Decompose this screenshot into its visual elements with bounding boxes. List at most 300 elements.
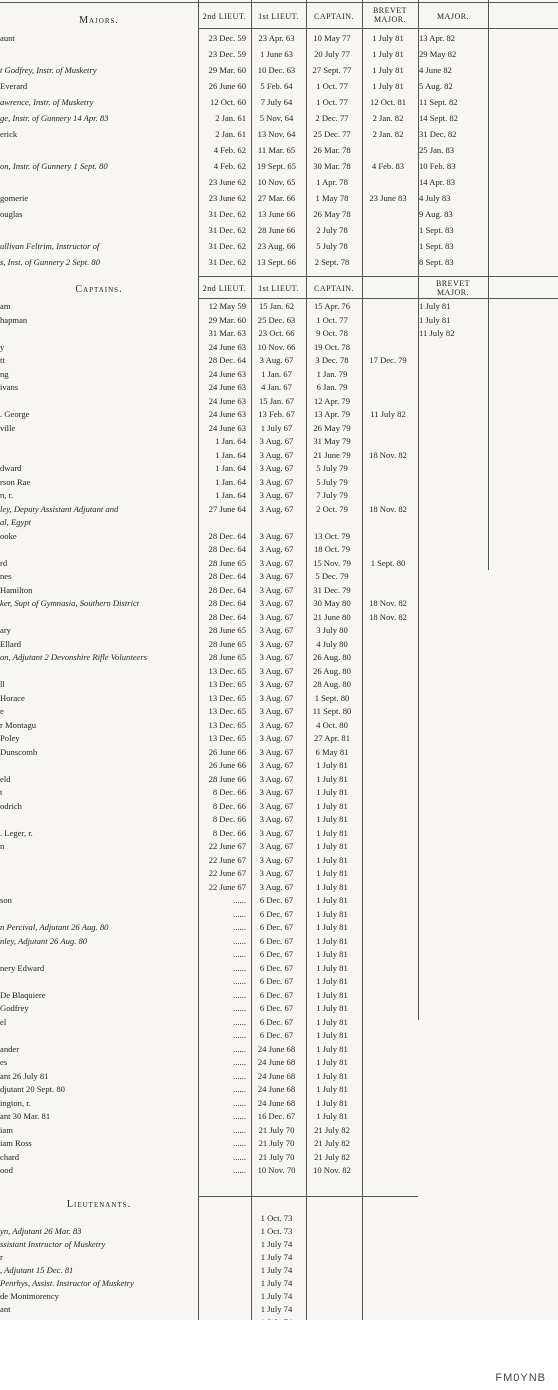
date-cell: 5 Nov. 64 bbox=[259, 112, 294, 123]
entry-row bbox=[0, 206, 558, 222]
entry-row bbox=[0, 62, 558, 78]
date-cell: 6 Dec. 67 bbox=[259, 935, 294, 946]
date-cell bbox=[416, 584, 558, 598]
officer-name: odrich bbox=[0, 800, 22, 811]
date-cell: 4 Feb. 83 bbox=[371, 160, 405, 171]
date-cell: 21 July 70 bbox=[258, 1151, 295, 1162]
date-cell bbox=[416, 570, 558, 584]
officer-name: nery Edward bbox=[0, 962, 45, 973]
officer-name: eld bbox=[0, 773, 11, 784]
date-cell: 23 Dec. 59 bbox=[208, 48, 246, 59]
officer-name bbox=[0, 174, 197, 190]
date-cell: 5 Aug. 82 bbox=[419, 80, 453, 91]
entry-row bbox=[0, 989, 558, 1003]
date-cell bbox=[360, 935, 416, 949]
date-cell bbox=[360, 989, 416, 1003]
lieutenants-table bbox=[0, 1212, 558, 1329]
date-cell bbox=[360, 238, 416, 254]
date-cell bbox=[360, 665, 416, 679]
date-cell bbox=[360, 300, 416, 314]
date-cell bbox=[360, 800, 416, 814]
date-cell bbox=[360, 395, 416, 409]
date-cell bbox=[416, 1043, 558, 1057]
entry-row bbox=[0, 746, 558, 760]
officer-name: de Montmorency bbox=[0, 1291, 59, 1301]
date-cell bbox=[416, 854, 558, 868]
entry-row bbox=[0, 1056, 558, 1070]
date-cell bbox=[360, 1070, 416, 1084]
date-cell bbox=[416, 1303, 558, 1316]
date-cell: 1 July 81 bbox=[419, 301, 451, 312]
date-cell: 8 Sept. 83 bbox=[419, 256, 454, 267]
date-cell: 22 June 67 bbox=[208, 841, 246, 852]
date-cell: ...... bbox=[233, 976, 246, 987]
officer-name: ington, r. bbox=[0, 1097, 31, 1108]
date-cell: 28 June 65 bbox=[208, 557, 246, 568]
date-cell bbox=[416, 1277, 558, 1290]
entry-row bbox=[0, 476, 558, 490]
date-cell: 1 Oct. 77 bbox=[316, 96, 348, 107]
date-cell bbox=[360, 530, 416, 544]
date-cell: 1 July 74 bbox=[260, 1291, 293, 1301]
date-cell: 22 June 67 bbox=[208, 881, 246, 892]
entry-row bbox=[0, 1277, 558, 1290]
date-cell: ...... bbox=[233, 1084, 246, 1095]
date-cell: 31 May 79 bbox=[313, 436, 351, 447]
date-cell bbox=[416, 1164, 558, 1178]
date-cell bbox=[360, 624, 416, 638]
date-cell bbox=[360, 908, 416, 922]
date-cell bbox=[416, 1290, 558, 1303]
date-cell: 8 Dec. 66 bbox=[212, 800, 246, 811]
date-cell: 26 Mar. 78 bbox=[313, 144, 351, 155]
section-title-majors: Majors. bbox=[79, 15, 119, 26]
date-cell: 13 Nov. 64 bbox=[257, 128, 296, 139]
date-cell: 24 June 68 bbox=[257, 1070, 296, 1081]
date-cell: 1 Sept. 80 bbox=[370, 557, 406, 568]
officer-name: ander bbox=[0, 1043, 20, 1054]
date-cell: 3 Aug. 67 bbox=[259, 841, 294, 852]
date-cell bbox=[360, 381, 416, 395]
date-cell: 3 Aug. 67 bbox=[259, 476, 294, 487]
date-cell: 29 Mar. 60 bbox=[208, 64, 246, 75]
date-cell: 10 May 77 bbox=[313, 32, 351, 43]
date-cell: 13 Apr. 82 bbox=[419, 32, 456, 43]
date-cell: 3 Aug. 67 bbox=[259, 706, 294, 717]
date-cell bbox=[416, 759, 558, 773]
officer-name: erick bbox=[0, 128, 18, 139]
entry-row bbox=[0, 867, 558, 881]
date-cell: 21 June 80 bbox=[313, 611, 351, 622]
date-cell: 3 Aug. 67 bbox=[259, 733, 294, 744]
date-cell: 28 June 65 bbox=[208, 652, 246, 663]
officer-name bbox=[0, 759, 197, 773]
officer-name: n Percival, Adjutant 26 Aug. 80 bbox=[0, 922, 109, 933]
entry-row bbox=[0, 1264, 558, 1277]
date-cell bbox=[416, 368, 558, 382]
entry-row bbox=[0, 732, 558, 746]
col-header-major: MAJOR. bbox=[436, 12, 470, 21]
officer-name: awrence, Instr. of Musketry bbox=[0, 96, 94, 107]
date-cell: 1 May 78 bbox=[315, 192, 349, 203]
date-cell bbox=[416, 908, 558, 922]
officer-name: on, Instr. of Gunnery 1 Sept. 80 bbox=[0, 160, 108, 171]
date-cell: 11 Mar. 65 bbox=[257, 144, 296, 155]
officer-name: ouglas bbox=[0, 208, 23, 219]
date-cell bbox=[304, 1238, 360, 1251]
date-cell bbox=[416, 476, 558, 490]
date-cell bbox=[416, 449, 558, 463]
date-cell bbox=[360, 1290, 416, 1303]
date-cell: 24 June 68 bbox=[257, 1097, 296, 1108]
date-cell: 8 Dec. 66 bbox=[212, 787, 246, 798]
section-title-captains: Captains. bbox=[75, 284, 123, 295]
date-cell: ...... bbox=[233, 1124, 246, 1135]
date-cell: 3 Aug. 67 bbox=[259, 490, 294, 501]
date-cell: 18 Oct. 79 bbox=[313, 544, 351, 555]
entry-row bbox=[0, 1110, 558, 1124]
date-cell: 18 Nov. 82 bbox=[369, 611, 407, 622]
date-cell: 3 Aug. 67 bbox=[259, 719, 294, 730]
date-cell: 3 Aug. 67 bbox=[259, 638, 294, 649]
date-cell: 9 Oct. 78 bbox=[316, 328, 348, 339]
officer-name: , Adjutant 15 Dec. 81 bbox=[0, 1265, 74, 1275]
date-cell: 3 Aug. 67 bbox=[259, 827, 294, 838]
officer-name bbox=[0, 948, 197, 962]
date-cell bbox=[416, 1225, 558, 1238]
entry-row bbox=[0, 422, 558, 436]
date-cell: 10 Nov. 82 bbox=[313, 1165, 351, 1176]
date-cell: 1 Oct. 77 bbox=[316, 314, 348, 325]
date-cell: 6 Jan. 79 bbox=[316, 382, 348, 393]
date-cell: 26 May 79 bbox=[313, 422, 351, 433]
date-cell: 3 Aug. 67 bbox=[259, 773, 294, 784]
date-cell: 1 July 81 bbox=[316, 1003, 348, 1014]
officer-name: ssistant Instructor of Musketry bbox=[0, 1239, 106, 1249]
date-cell: 1 July 81 bbox=[316, 976, 348, 987]
date-cell: 10 Dec. 63 bbox=[257, 64, 296, 75]
date-cell: 13 Dec. 65 bbox=[208, 692, 246, 703]
date-cell bbox=[360, 948, 416, 962]
date-cell: 1 July 81 bbox=[316, 895, 348, 906]
officer-name: nes bbox=[0, 571, 12, 582]
date-cell: 18 Nov. 82 bbox=[369, 598, 407, 609]
entry-row bbox=[0, 449, 558, 463]
date-cell bbox=[304, 1277, 360, 1290]
image-id: FM0YNB bbox=[495, 1372, 546, 1384]
date-cell: 5 Dec. 79 bbox=[315, 571, 349, 582]
officer-name bbox=[0, 46, 197, 62]
officer-name: ant 26 July 81 bbox=[0, 1070, 49, 1081]
officer-name: iam Ross bbox=[0, 1138, 32, 1149]
date-cell: 17 Dec. 79 bbox=[369, 355, 407, 366]
entry-row bbox=[0, 651, 558, 665]
entry-row bbox=[0, 692, 558, 706]
date-cell bbox=[416, 935, 558, 949]
entry-row bbox=[0, 314, 558, 328]
date-cell: 1 Jan. 67 bbox=[261, 368, 292, 379]
date-cell: 3 Aug. 67 bbox=[259, 746, 294, 757]
date-cell: 1 July 81 bbox=[419, 314, 451, 325]
date-cell: 24 June 63 bbox=[208, 341, 246, 352]
date-cell: 1 July 81 bbox=[372, 48, 404, 59]
entry-row bbox=[0, 300, 558, 314]
entry-row bbox=[0, 813, 558, 827]
date-cell: 11 July 82 bbox=[419, 328, 455, 339]
officer-name bbox=[0, 327, 197, 341]
entry-row bbox=[0, 557, 558, 571]
officer-name: Ellard bbox=[0, 638, 21, 649]
date-cell: 1 July 81 bbox=[316, 962, 348, 973]
date-cell: 1 July 81 bbox=[316, 814, 348, 825]
date-cell bbox=[416, 435, 558, 449]
date-cell: 3 Aug. 67 bbox=[259, 436, 294, 447]
date-cell: 28 Dec. 64 bbox=[208, 530, 246, 541]
date-cell bbox=[416, 813, 558, 827]
date-cell bbox=[360, 516, 416, 530]
date-cell: 19 Sept. 65 bbox=[257, 160, 296, 171]
date-cell: ...... bbox=[233, 1003, 246, 1014]
date-cell: 1 Sept. 83 bbox=[419, 240, 454, 251]
entry-row bbox=[0, 1137, 558, 1151]
officer-name: es bbox=[0, 1057, 8, 1068]
date-cell bbox=[304, 1225, 360, 1238]
date-cell: 5 July 79 bbox=[316, 463, 348, 474]
officer-name: gomerie bbox=[0, 192, 29, 203]
entry-row bbox=[0, 1043, 558, 1057]
date-cell: 3 Dec. 78 bbox=[315, 355, 349, 366]
date-cell bbox=[416, 1056, 558, 1070]
entry-row bbox=[0, 238, 558, 254]
date-cell: ...... bbox=[233, 908, 246, 919]
entry-row bbox=[0, 503, 558, 517]
entry-row bbox=[0, 368, 558, 382]
date-cell bbox=[360, 489, 416, 503]
col-header-brevet: BREVET MAJOR. bbox=[372, 6, 408, 24]
date-cell bbox=[416, 732, 558, 746]
date-cell: 1 June 63 bbox=[260, 48, 293, 59]
entry-row bbox=[0, 854, 558, 868]
date-cell: 1 Oct. 73 bbox=[260, 1226, 293, 1236]
majors-table bbox=[0, 30, 558, 270]
officer-name: ge, Instr. of Gunnery 14 Apr. 83 bbox=[0, 112, 109, 123]
date-cell: 3 Aug. 67 bbox=[259, 652, 294, 663]
date-cell: 21 July 70 bbox=[258, 1138, 295, 1149]
officer-name: n, r. bbox=[0, 490, 14, 501]
date-cell: 1 July 81 bbox=[316, 773, 348, 784]
date-cell: 3 Aug. 67 bbox=[259, 800, 294, 811]
date-cell: 24 June 63 bbox=[208, 395, 246, 406]
entry-row bbox=[0, 786, 558, 800]
officer-name: ley, Deputy Assistant Adjutant and bbox=[0, 503, 119, 514]
date-cell: 29 May 82 bbox=[419, 48, 457, 59]
date-cell bbox=[360, 759, 416, 773]
date-cell: 2 July 78 bbox=[316, 224, 348, 235]
date-cell: 12 May 59 bbox=[208, 301, 246, 312]
date-cell: 1 July 81 bbox=[316, 760, 348, 771]
entry-row bbox=[0, 962, 558, 976]
date-cell bbox=[360, 719, 416, 733]
entry-row bbox=[0, 543, 558, 557]
date-cell bbox=[197, 516, 249, 530]
date-cell: 31 Dec. 62 bbox=[208, 240, 246, 251]
entry-row bbox=[0, 1225, 558, 1238]
date-cell: 1 July 81 bbox=[316, 922, 348, 933]
date-cell bbox=[416, 1083, 558, 1097]
date-cell: 13 Feb. 67 bbox=[258, 409, 295, 420]
date-cell bbox=[360, 1212, 416, 1225]
date-cell: 31 Dec. 82 bbox=[419, 128, 457, 139]
date-cell bbox=[416, 1016, 558, 1030]
col-header-brevet-major: BREVET MAJOR. bbox=[435, 279, 471, 297]
date-cell: 1 July 81 bbox=[316, 1016, 348, 1027]
officer-name: y bbox=[0, 341, 5, 352]
date-cell: 3 Aug. 67 bbox=[259, 530, 294, 541]
entry-row bbox=[0, 1070, 558, 1084]
entry-row bbox=[0, 126, 558, 142]
date-cell: 3 Aug. 67 bbox=[259, 611, 294, 622]
date-cell: 3 Aug. 67 bbox=[259, 625, 294, 636]
date-cell: 11 Sept. 80 bbox=[312, 706, 352, 717]
officer-name: Hamilton bbox=[0, 584, 33, 595]
date-cell: 28 June 65 bbox=[208, 638, 246, 649]
date-cell: ...... bbox=[233, 895, 246, 906]
date-cell: 1 July 74 bbox=[260, 1252, 293, 1262]
col-header-1st-lieut: 1st LIEUT. bbox=[258, 284, 299, 293]
date-cell: 11 July 82 bbox=[370, 409, 406, 420]
date-cell: 23 Oct. 66 bbox=[258, 328, 295, 339]
date-cell bbox=[360, 1083, 416, 1097]
date-cell: 2 Jan. 82 bbox=[372, 128, 404, 139]
date-cell: 5 July 78 bbox=[316, 240, 348, 251]
date-cell bbox=[416, 921, 558, 935]
date-cell: 7 July 64 bbox=[260, 96, 293, 107]
date-cell: 3 Aug. 67 bbox=[259, 665, 294, 676]
date-cell bbox=[416, 395, 558, 409]
officer-name: rd bbox=[0, 557, 8, 568]
entry-row bbox=[0, 381, 558, 395]
date-cell: 4 Feb. 62 bbox=[213, 144, 246, 155]
date-cell: 15 Jan. 67 bbox=[258, 395, 295, 406]
date-cell bbox=[416, 1212, 558, 1225]
officer-name: dward bbox=[0, 463, 22, 474]
entry-row bbox=[0, 46, 558, 62]
date-cell bbox=[416, 1070, 558, 1084]
date-cell: 1 July 74 bbox=[260, 1239, 293, 1249]
date-cell bbox=[360, 746, 416, 760]
date-cell: ...... bbox=[233, 1030, 246, 1041]
date-cell: 3 Aug. 67 bbox=[259, 463, 294, 474]
date-cell: 6 Dec. 67 bbox=[259, 1030, 294, 1041]
date-cell: 8 Dec. 66 bbox=[212, 827, 246, 838]
date-cell: 28 Dec. 64 bbox=[208, 571, 246, 582]
date-cell bbox=[416, 962, 558, 976]
date-cell: 3 Aug. 67 bbox=[259, 598, 294, 609]
date-cell: ...... bbox=[233, 1111, 246, 1122]
officer-name bbox=[0, 142, 197, 158]
officer-name: ant bbox=[0, 1304, 11, 1314]
date-cell bbox=[360, 570, 416, 584]
date-cell: 2 Jan. 82 bbox=[372, 112, 404, 123]
date-cell: 26 June 66 bbox=[208, 746, 246, 757]
entry-row bbox=[0, 1238, 558, 1251]
date-cell: 1 Jan. 64 bbox=[215, 449, 246, 460]
date-cell: 28 Dec. 64 bbox=[208, 544, 246, 555]
officer-name: ary bbox=[0, 625, 11, 636]
date-cell bbox=[304, 1251, 360, 1264]
entry-row bbox=[0, 935, 558, 949]
date-cell: 3 Aug. 67 bbox=[259, 584, 294, 595]
header-rule bbox=[198, 28, 558, 29]
date-cell bbox=[360, 206, 416, 222]
date-cell: ...... bbox=[233, 949, 246, 960]
date-cell: 1 July 81 bbox=[316, 949, 348, 960]
date-cell bbox=[197, 1212, 249, 1225]
date-cell bbox=[416, 624, 558, 638]
date-cell bbox=[197, 1238, 249, 1251]
date-cell: 28 Aug. 80 bbox=[313, 679, 351, 690]
date-cell bbox=[304, 516, 360, 530]
date-cell: 21 July 82 bbox=[314, 1151, 350, 1162]
officer-name: Horace bbox=[0, 692, 25, 703]
date-cell bbox=[360, 1238, 416, 1251]
date-cell: 3 Aug. 67 bbox=[259, 692, 294, 703]
date-cell: 6 Dec. 67 bbox=[259, 949, 294, 960]
date-cell bbox=[360, 1225, 416, 1238]
date-cell bbox=[360, 786, 416, 800]
date-cell: 6 Dec. 67 bbox=[259, 962, 294, 973]
date-cell bbox=[416, 341, 558, 355]
date-cell: 13 June 66 bbox=[257, 208, 296, 219]
date-cell bbox=[360, 1056, 416, 1070]
date-cell: 1 July 81 bbox=[372, 32, 404, 43]
date-cell bbox=[360, 651, 416, 665]
date-cell: 1 July 81 bbox=[316, 841, 348, 852]
officer-name: el bbox=[0, 1016, 7, 1027]
date-cell: 30 Mar. 78 bbox=[313, 160, 351, 171]
date-cell: 3 Aug. 67 bbox=[259, 868, 294, 879]
officer-name: Penrhys, Assist. Instructor of Musketry bbox=[0, 1278, 134, 1288]
date-cell: 23 June 62 bbox=[208, 192, 246, 203]
entry-row bbox=[0, 719, 558, 733]
date-cell: 3 Aug. 67 bbox=[259, 814, 294, 825]
col-header-captain: CAPTAIN. bbox=[313, 284, 355, 293]
date-cell bbox=[360, 921, 416, 935]
date-cell: 24 June 63 bbox=[208, 409, 246, 420]
officer-name: ullivan Feltrim, Instructor of bbox=[0, 240, 100, 251]
date-cell: 1 July 74 bbox=[260, 1278, 293, 1288]
entry-row bbox=[0, 1083, 558, 1097]
date-cell: 16 Dec. 67 bbox=[257, 1111, 296, 1122]
date-cell bbox=[416, 422, 558, 436]
date-cell: 27 Mar. 66 bbox=[257, 192, 296, 203]
date-cell bbox=[360, 368, 416, 382]
entry-row bbox=[0, 773, 558, 787]
entry-row bbox=[0, 1212, 558, 1225]
entry-row bbox=[0, 341, 558, 355]
col-header-1st-lieut: 1st LIEUT. bbox=[258, 12, 299, 21]
date-cell: 25 Dec. 77 bbox=[313, 128, 351, 139]
officer-name: hapman bbox=[0, 314, 28, 325]
date-cell bbox=[360, 1097, 416, 1111]
entry-row bbox=[0, 597, 558, 611]
officer-name: djutant 20 Sept. 80 bbox=[0, 1084, 65, 1095]
date-cell: 24 June 63 bbox=[208, 382, 246, 393]
date-cell: 24 June 63 bbox=[208, 422, 246, 433]
date-cell bbox=[360, 867, 416, 881]
date-cell: 6 Dec. 67 bbox=[259, 908, 294, 919]
date-cell bbox=[360, 1110, 416, 1124]
